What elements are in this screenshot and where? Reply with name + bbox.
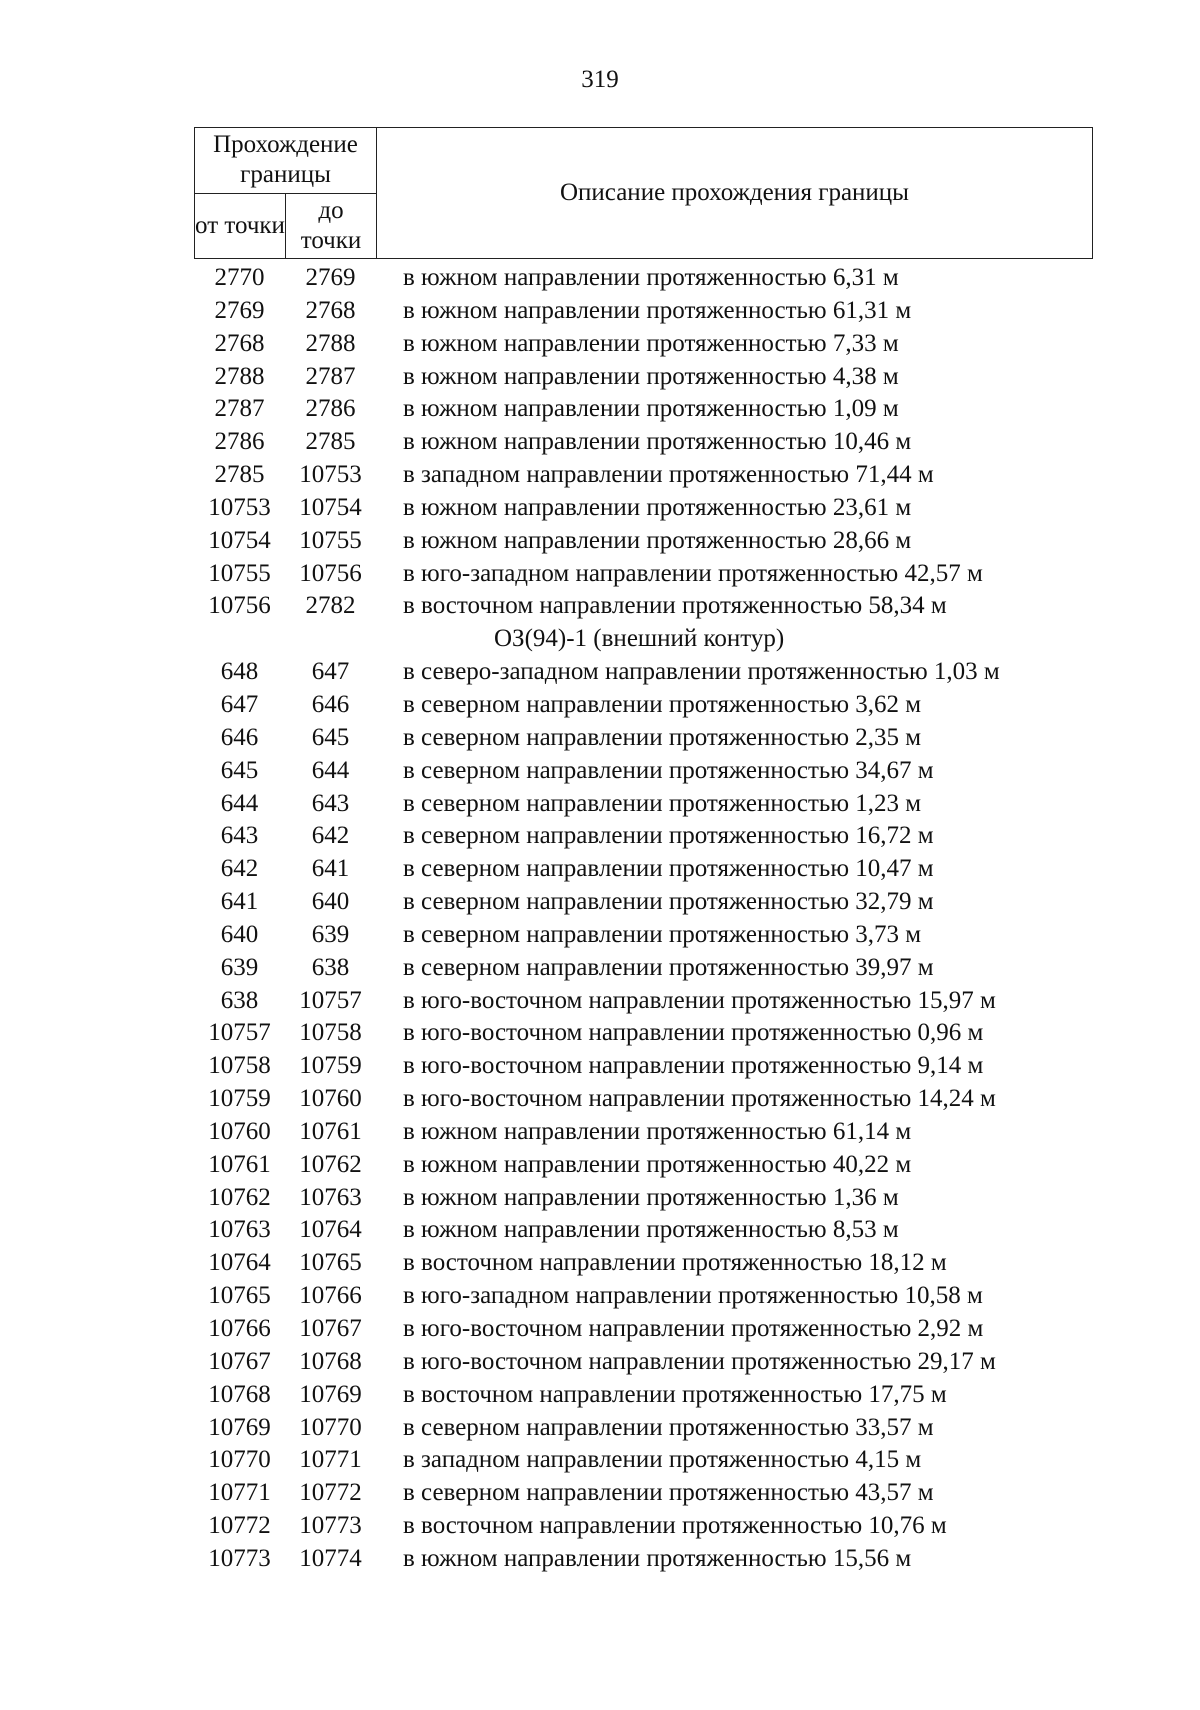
- to-point-cell: 10760: [299, 1085, 362, 1113]
- to-point-cell: 10774: [299, 1544, 362, 1572]
- table-row: [194, 1182, 1094, 1215]
- table-row: [194, 919, 1094, 952]
- description-cell: в южном направлении протяженностью 4,38 м: [403, 362, 899, 390]
- to-point-cell: 10773: [299, 1512, 362, 1540]
- table-row: [194, 689, 1094, 722]
- from-point-cell: 10768: [208, 1380, 271, 1408]
- from-point-cell: 646: [220, 723, 259, 751]
- table-row: [194, 1313, 1094, 1346]
- from-point-cell: 2769: [214, 296, 265, 324]
- description-cell: в южном направлении протяженностью 1,36 м: [403, 1183, 899, 1211]
- to-point-cell: 10768: [299, 1347, 362, 1375]
- from-point-cell: 2770: [214, 264, 265, 291]
- from-point-cell: 647: [220, 690, 259, 718]
- table-row: [194, 1050, 1094, 1083]
- description-cell: в северном направлении протяженностью 2,35 м: [403, 723, 922, 751]
- to-point-cell: 643: [311, 789, 350, 817]
- from-point-cell: 10770: [208, 1446, 271, 1474]
- to-point-cell: 10764: [299, 1216, 362, 1244]
- to-point-cell: 10770: [299, 1413, 362, 1441]
- table-row: [194, 1379, 1094, 1412]
- table-row: [194, 393, 1094, 426]
- to-point-cell: 10756: [299, 559, 362, 587]
- table-row: [194, 1116, 1094, 1149]
- table-row: [194, 1412, 1094, 1445]
- from-point-cell: 10764: [208, 1249, 271, 1277]
- from-point-cell: 10771: [208, 1479, 271, 1507]
- from-point-cell: 10766: [208, 1315, 271, 1342]
- from-point-cell: 10763: [208, 1216, 271, 1244]
- to-point-cell: 2782: [305, 592, 356, 620]
- description-cell: в северном направлении протяженностью 32,79 м: [403, 888, 934, 916]
- to-point-cell: 10766: [299, 1282, 362, 1310]
- to-point-cell: 10754: [299, 493, 362, 521]
- description-cell: в южном направлении протяженностью 7,33 м: [403, 329, 899, 357]
- table-row: [194, 492, 1094, 525]
- to-point-cell: 10767: [299, 1315, 362, 1342]
- table-row: [194, 820, 1094, 853]
- from-point-cell: 2788: [214, 362, 265, 390]
- boundary-rows: [194, 262, 1094, 1576]
- description-cell: в юго-восточном направлении протяженностью 9,14 м: [403, 1052, 984, 1080]
- from-point-cell: 2786: [214, 428, 265, 456]
- description-cell: в восточном направлении протяженностью 18,12 м: [403, 1249, 947, 1277]
- table-row: [194, 853, 1094, 886]
- to-point-cell: 2788: [305, 329, 356, 357]
- from-point-cell: 639: [220, 953, 259, 981]
- to-point-cell: 10757: [299, 986, 362, 1014]
- from-point-cell: 10757: [208, 1019, 271, 1047]
- to-point-cell: 10763: [299, 1183, 362, 1211]
- table-row: [194, 1017, 1094, 1050]
- description-cell: в северном направлении протяженностью 10,47 м: [403, 855, 934, 883]
- to-point-cell: 2786: [305, 395, 356, 423]
- from-point-cell: 10759: [208, 1085, 271, 1113]
- from-point-cell: 10758: [208, 1052, 271, 1080]
- from-point-cell: 10769: [208, 1413, 271, 1441]
- table-row: [194, 886, 1094, 919]
- table-row: [194, 1083, 1094, 1116]
- to-point-cell: 640: [311, 888, 350, 916]
- to-point-cell: 10755: [299, 526, 362, 554]
- to-point-cell: 639: [311, 920, 350, 948]
- description-cell: в южном направлении протяженностью 8,53 м: [403, 1216, 899, 1244]
- header-to-point: до точки: [286, 193, 377, 259]
- description-cell: в южном направлении протяженностью 10,46 м: [403, 428, 912, 456]
- header-from-point: от точки: [195, 193, 286, 259]
- description-cell: в юго-восточном направлении протяженностью 15,97 м: [403, 986, 996, 1014]
- table-row: [194, 985, 1094, 1018]
- table-row: [194, 590, 1094, 623]
- table-row: [194, 558, 1094, 591]
- description-cell: в южном направлении протяженностью 40,22 м: [403, 1150, 912, 1178]
- description-cell: в западном направлении протяженностью 4,15 м: [403, 1446, 922, 1474]
- description-cell: в юго-восточном направлении протяженностью 2,92 м: [403, 1315, 984, 1342]
- from-point-cell: 10772: [208, 1512, 271, 1540]
- to-point-cell: 10753: [299, 461, 362, 489]
- to-point-cell: 2768: [305, 296, 356, 324]
- from-point-cell: 638: [220, 986, 259, 1014]
- from-point-cell: 648: [220, 658, 259, 686]
- from-point-cell: 10762: [208, 1183, 271, 1211]
- table-row: [194, 525, 1094, 558]
- description-cell: в юго-западном направлении протяженностью 42,57 м: [403, 559, 983, 587]
- to-point-cell: 642: [311, 822, 350, 850]
- table-row: [194, 1510, 1094, 1543]
- to-point-cell: 2787: [305, 362, 356, 390]
- to-point-cell: 10772: [299, 1479, 362, 1507]
- section-title: ОЗ(94)-1 (внешний контур): [494, 625, 785, 653]
- from-point-cell: 2768: [214, 329, 265, 357]
- header-description: Описание прохождения границы: [377, 128, 1093, 259]
- description-cell: в западном направлении протяженностью 71,44 м: [403, 461, 934, 489]
- from-point-cell: 643: [220, 822, 259, 850]
- description-cell: в восточном направлении протяженностью 10,76 м: [403, 1512, 947, 1540]
- to-point-cell: 10769: [299, 1380, 362, 1408]
- description-cell: в юго-восточном направлении протяженностью 0,96 м: [403, 1019, 984, 1047]
- from-point-cell: 10756: [208, 592, 271, 620]
- description-cell: в южном направлении протяженностью 28,66 м: [403, 526, 912, 554]
- table-row: [194, 1543, 1094, 1576]
- description-cell: в восточном направлении протяженностью 58,34 м: [403, 592, 947, 620]
- description-cell: в северном направлении протяженностью 43,57 м: [403, 1479, 934, 1507]
- from-point-cell: 10761: [208, 1150, 271, 1178]
- from-point-cell: 10765: [208, 1282, 271, 1310]
- table-row: [194, 262, 1094, 295]
- table-row: [194, 1149, 1094, 1182]
- table-row: [194, 788, 1094, 821]
- to-point-cell: 2785: [305, 428, 356, 456]
- to-point-cell: 644: [311, 756, 350, 784]
- to-point-cell: 10758: [299, 1019, 362, 1047]
- from-point-cell: 10767: [208, 1347, 271, 1375]
- description-cell: в южном направлении протяженностью 23,61 м: [403, 493, 912, 521]
- from-point-cell: 644: [220, 789, 259, 817]
- table-header: [194, 127, 1093, 259]
- description-cell: в восточном направлении протяженностью 17,75 м: [403, 1380, 947, 1408]
- description-cell: в северном направлении протяженностью 33,57 м: [403, 1413, 934, 1441]
- description-cell: в южном направлении протяженностью 61,14 м: [403, 1117, 912, 1145]
- from-point-cell: 642: [220, 855, 259, 883]
- to-point-cell: 641: [311, 855, 350, 883]
- table-row: [194, 656, 1094, 689]
- description-cell: в северном направлении протяженностью 34,67 м: [403, 756, 934, 784]
- description-cell: в южном направлении протяженностью 61,31 м: [403, 296, 912, 324]
- from-point-cell: 10754: [208, 526, 271, 554]
- from-point-cell: 10773: [208, 1544, 271, 1572]
- table-row: [194, 952, 1094, 985]
- to-point-cell: 647: [311, 658, 350, 686]
- table-row: [194, 295, 1094, 328]
- to-point-cell: 10762: [299, 1150, 362, 1178]
- description-cell: в юго-восточном направлении протяженностью 29,17 м: [403, 1347, 996, 1375]
- to-point-cell: 646: [311, 690, 350, 718]
- from-point-cell: 10760: [208, 1117, 271, 1145]
- description-cell: в северном направлении протяженностью 39,97 м: [403, 953, 934, 981]
- description-cell: в южном направлении протяженностью 6,31 м: [403, 264, 899, 291]
- table-row: [194, 1280, 1094, 1313]
- description-cell: в юго-восточном направлении протяженностью 14,24 м: [403, 1085, 996, 1113]
- description-cell: в юго-западном направлении протяженностью 10,58 м: [403, 1282, 983, 1310]
- description-cell: в северном направлении протяженностью 3,62 м: [403, 690, 922, 718]
- from-point-cell: 645: [220, 756, 259, 784]
- table-row: [194, 1346, 1094, 1379]
- table-row: [194, 426, 1094, 459]
- table-row: [194, 328, 1094, 361]
- to-point-cell: 10759: [299, 1052, 362, 1080]
- table-row: [194, 1247, 1094, 1280]
- page-number: 319: [581, 66, 619, 93]
- from-point-cell: 2785: [214, 461, 265, 489]
- to-point-cell: 638: [311, 953, 350, 981]
- from-point-cell: 641: [220, 888, 259, 916]
- table-row: [194, 361, 1094, 394]
- to-point-cell: 10765: [299, 1249, 362, 1277]
- table-row: [194, 459, 1094, 492]
- description-cell: в северном направлении протяженностью 3,73 м: [403, 920, 922, 948]
- description-cell: в северо-западном направлении протяженностью 1,03 м: [403, 658, 1000, 686]
- from-point-cell: 10755: [208, 559, 271, 587]
- from-point-cell: 10753: [208, 493, 271, 521]
- table-row: [194, 722, 1094, 755]
- table-row: [194, 1214, 1094, 1247]
- table-row: [194, 755, 1094, 788]
- table-row: [194, 1444, 1094, 1477]
- description-cell: в южном направлении протяженностью 15,56 м: [403, 1544, 912, 1572]
- table-row: [194, 1477, 1094, 1510]
- to-point-cell: 10771: [299, 1446, 362, 1474]
- description-cell: в южном направлении протяженностью 1,09 м: [403, 395, 899, 423]
- from-point-cell: 640: [220, 920, 259, 948]
- header-passage: Прохождение границы: [195, 128, 377, 194]
- to-point-cell: 2769: [305, 264, 356, 291]
- from-point-cell: 2787: [214, 395, 265, 423]
- description-cell: в северном направлении протяженностью 1,23 м: [403, 789, 922, 817]
- to-point-cell: 10761: [299, 1117, 362, 1145]
- to-point-cell: 645: [311, 723, 350, 751]
- description-cell: в северном направлении протяженностью 16,72 м: [403, 822, 934, 850]
